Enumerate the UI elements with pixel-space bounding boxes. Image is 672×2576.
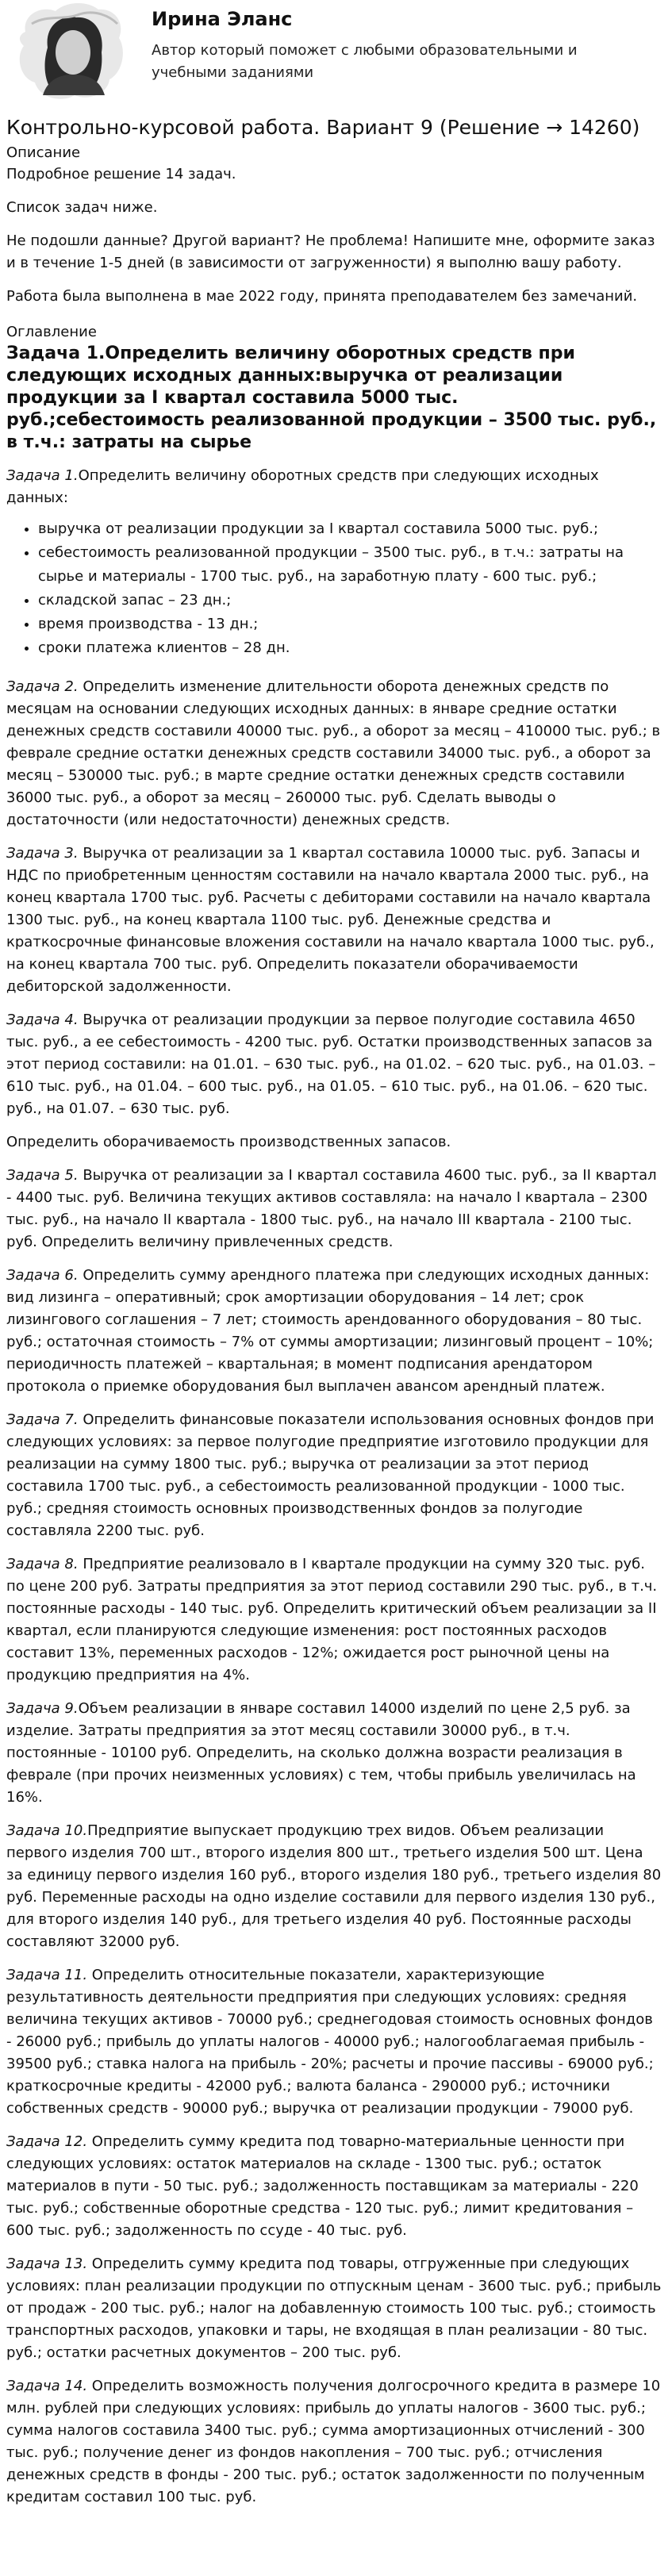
intro-line-2: Список задач ниже. — [6, 199, 158, 216]
task-1-list — [6, 517, 662, 660]
task-3 — [6, 843, 662, 998]
task-9 — [6, 1698, 662, 1809]
intro-line-3: Не подошли данные? Другой вариант? Не проблема! Напишите мне, оформите заказ и в течение 1-5 дней (в зависимости от загруженности) я выполню вашу работу. — [6, 232, 655, 271]
task-label: Задача 8. — [6, 1556, 79, 1572]
task-label: Задача 2. — [6, 678, 79, 695]
task-5 — [6, 1165, 662, 1253]
task-text: Определить изменение длительности оборота денежных средств по месяцам на основании следующих исходных данных: в январе средние остатки денежных средств составили 40000 тыс. руб., а оборот за месяц – 410000 тыс. руб.; в феврале средние остатки денежных средств составили 34000 тыс. руб., а оборот за месяц – 530000 тыс. руб.; в марте средние остатки денежных средств составили 36000 тыс. руб., а оборот за месяц – 260000 тыс. руб. Сделать выводы о достаточности (или недостаточности) денежных средств. — [6, 678, 661, 828]
description-label: Описание — [6, 144, 81, 161]
task-13 — [6, 2253, 662, 2364]
task-text: Выручка от реализации за 1 квартал составила 10000 тыс. руб. Запасы и НДС по приобретенным ценностям составили на начало квартала 2000 тыс. руб., на конец квартала 1700 тыс. руб. Расчеты с дебиторами составили на начало квартала 1300 тыс. руб., на конец квартала 1100 тыс. руб. Денежные средства и краткосрочные финансовые вложения составили на начало квартала 1000 тыс. руб., на конец квартала 700 тыс. руб. Определить показатели оборачиваемости дебиторской задолженности. — [6, 845, 655, 995]
task-text: Объем реализации в январе составил 14000 изделий по цене 2,5 руб. за изделие. Затраты предприятия за этот месяц составили 30000 руб., в т.ч. постоянные - 10100 руб. Определить, на сколько должна возрасти реализация в феврале (при прочих неизменных условиях) с тем, чтобы прибыль увеличилась на 16%. — [6, 1700, 636, 1806]
author-card — [6, 0, 662, 102]
task-14 — [6, 2375, 662, 2509]
task-7 — [6, 1409, 662, 1542]
list-item: • складской запас – 23 дн.; — [38, 589, 662, 612]
task-1 — [6, 465, 662, 509]
intro-line-4: Работа была выполнена в мае 2022 году, принята преподавателем без замечаний. — [6, 288, 638, 305]
task-label: Задача 11. — [6, 1967, 88, 1983]
task-2 — [6, 676, 662, 831]
list-item: • себестоимость реализованной продукции – 3500 тыс. руб., в т.ч.: затраты на сырье и материалы - 1700 тыс. руб., на заработную плату - 600 тыс. руб.; — [38, 541, 662, 589]
task-4-extra: Определить оборачиваемость производственных запасов. — [6, 1134, 451, 1150]
task-label: Задача 5. — [6, 1167, 79, 1184]
task-label: Задача 14. — [6, 2378, 88, 2394]
task-text: Определить величину оборотных средств при следующих исходных данных: — [6, 467, 599, 506]
task-text: Определить относительные показатели, характеризующие результативность деятельности предприятия при следующих условиях: средняя величина текущих активов - 70000 руб.; среднегодовая стоимость основных фондов - 26000 руб.; прибыль до уплаты налогов - 40000 руб.; налогооблагаемая прибыль - 39500 руб.; ставка налога на прибыль - 20%; расчеты и прочие пассивы - 69000 руб.; краткосрочные кредиты - 42000 руб.; валюта баланса - 290000 руб.; источники собственных средств - 90000 руб.; выручка от реализации продукции - 79000 руб. — [6, 1967, 654, 2117]
task-text: Предприятие выпускает продукцию трех видов. Объем реализации первого изделия 700 шт., второго изделия 800 шт., третьего изделия 500 шт. Цена за единицу первого изделия 160 руб., второго изделия 180 руб., третьего изделия 80 руб. Переменные расходы на одно изделие составили для первого изделия 130 руб., для второго изделия 140 руб., для третьего изделия 40 руб. Постоянные расходы составляют 32000 руб. — [6, 1822, 662, 1950]
task-text: Определить сумму кредита под товары, отгруженные при следующих условиях: план реализации продукции по отпускным ценам - 3600 тыс. руб.; прибыль от продаж - 200 тыс. руб.; налог на добавленную стоимость 100 тыс. руб.; стоимость транспортных расходов, упаковки и тары, не входящая в план реализации - 80 тыс. руб.; остатки расчетных документов – 200 тыс. руб. — [6, 2255, 662, 2361]
task-6 — [6, 1265, 662, 1398]
task-10 — [6, 1820, 662, 1953]
task-label: Задача 1. — [6, 467, 79, 484]
user-avatar-photo-icon[interactable] — [16, 0, 127, 102]
task-label: Задача 7. — [6, 1411, 79, 1428]
task-text: Определить сумму кредита под товарно-материальные ценности при следующих условиях: остаток материалов на складе - 1300 тыс. руб.; остаток материалов в пути - 50 тыс. руб.; задолженность поставщикам за материалы - 220 тыс. руб.; собственные оборотные средства - 120 тыс. руб.; лимит кредитования – 600 тыс. руб.; задолженность по ссуде - 40 тыс. руб. — [6, 2133, 639, 2239]
task-text: Определить сумму арендного платежа при следующих исходных данных: вид лизинга – оперативный; срок амортизации оборудования – 14 лет; срок лизингового соглашения – 7 лет; стоимость арендованного оборудования – 80 тыс. руб.; остаточная стоимость – 7% от суммы амортизации; лизинговый процент – 10%; периодичность платежей – квартальная; в момент подписания арендатором протокола о приемке оборудования был выплачен авансом арендный платеж. — [6, 1267, 654, 1395]
task-label: Задача 4. — [6, 1012, 79, 1028]
task-4 — [6, 1009, 662, 1120]
list-item: • сроки платежа клиентов – 28 дн. — [38, 636, 662, 660]
task-8 — [6, 1553, 662, 1687]
intro-line-1: Подробное решение 14 задач. — [6, 166, 236, 182]
task-text: Выручка от реализации продукции за первое полугодие составила 4650 тыс. руб., а ее себестоимость - 4200 тыс. руб. Остатки производственных запасов за этот период составили: на 01.01. – 630 тыс. руб., на 01.02. – 620 тыс. руб., на 01.03. – 610 тыс. руб., на 01.04. – 600 тыс. руб., на 01.05. – 610 тыс. руб., на 01.06. – 620 тыс. руб., на 01.07. – 630 тыс. руб. — [6, 1012, 656, 1117]
toc-heading: Задача 1.Определить величину оборотных средств при следующих исходных данных:выручка от реализации продукции за I квартал составила 5000 тыс. руб.;себестоимость реализованной продукции – 3500 тыс. руб., в т.ч.: затраты на сырье — [6, 344, 657, 452]
page-title: Контрольно-курсовой работа. Вариант 9 (Решение → 14260) — [6, 116, 640, 139]
author-name[interactable]: Ирина Эланс — [152, 8, 293, 30]
task-label: Задача 12. — [6, 2133, 88, 2150]
task-label: Задача 13. — [6, 2255, 88, 2272]
task-text: Выручка от реализации за I квартал составила 4600 тыс. руб., за II квартал - 4400 тыс. руб. Величина текущих активов составляла: на начало I квартала – 2300 тыс. руб., на начало II квартала - 1800 тыс. руб., на начало III квартала - 2100 тыс. руб. Определить величину привлеченных средств. — [6, 1167, 657, 1250]
task-label: Задача 3. — [6, 845, 79, 862]
list-item: • время производства - 13 дн.; — [38, 612, 662, 636]
list-item: • выручка от реализации продукции за I квартал составила 5000 тыс. руб.; — [38, 517, 662, 541]
task-12 — [6, 2131, 662, 2242]
task-label: Задача 9. — [6, 1700, 79, 1717]
task-text: Определить возможность получения долгосрочного кредита в размере 10 млн. рублей при следующих условиях: прибыль до уплаты налогов - 3600 тыс. руб.; сумма налогов составила 3400 тыс. руб.; сумма амортизационных отчислений - 300 тыс. руб.; получение денег из фондов накопления – 700 тыс. руб.; отчисления денежных средств в фонды - 200 тыс. руб.; остаток задолженности по полученным кредитам составил 100 тыс. руб. — [6, 2378, 661, 2505]
author-description: Автор который поможет с любыми образовательными и учебными заданиями — [152, 42, 578, 81]
task-label: Задача 10. — [6, 1822, 88, 1839]
task-label: Задача 6. — [6, 1267, 79, 1284]
task-text: Определить финансовые показатели использования основных фондов при следующих условиях: за первое полугодие предприятие изготовило продукции для реализации на сумму 1800 тыс. руб.; выручка от реализации за этот период составила 1700 тыс. руб., а себестоимость реализованной продукции - 1000 тыс. руб.; средняя стоимость основных производственных фондов за полугодие составляла 2200 тыс. руб. — [6, 1411, 655, 1539]
task-text: Предприятие реализовало в I квартале продукции на сумму 320 тыс. руб. по цене 200 руб. Затраты предприятия за этот период составили 290 тыс. руб., в т.ч. постоянные расходы - 140 тыс. руб. Определить критический объем реализации за II квартал, если планируются следующие изменения: рост постоянных расходов составит 13%, переменных расходов - 12%; ожидается рост рыночной цены на продукцию предприятия на 4%. — [6, 1556, 658, 1683]
task-11 — [6, 1964, 662, 2120]
toc-label: Оглавление — [6, 324, 97, 340]
